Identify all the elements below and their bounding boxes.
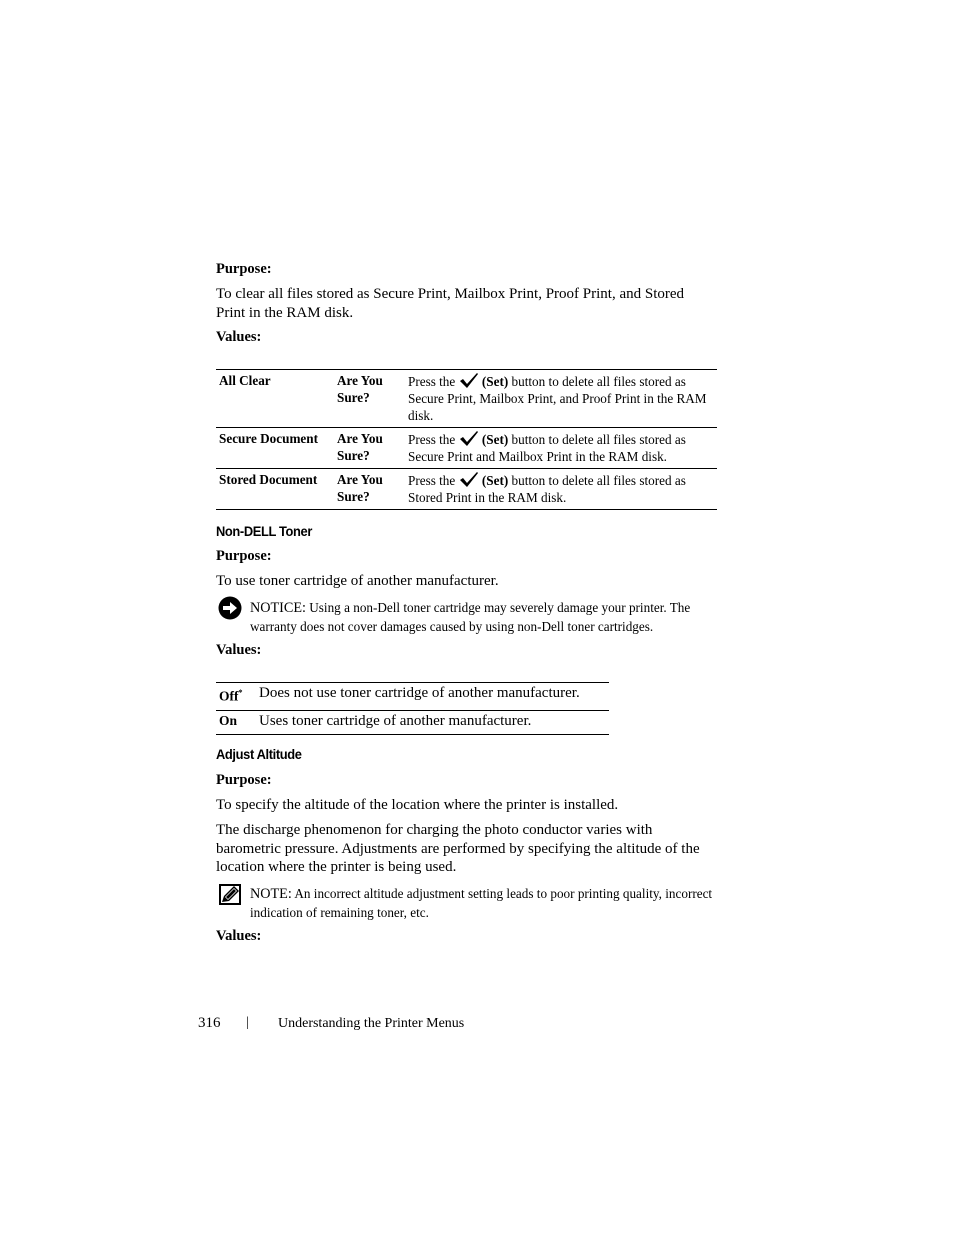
values-label: Values: xyxy=(216,329,262,345)
values-table xyxy=(216,369,717,510)
desc-post: button to delete all files stored as Secure Print and Mailbox Print in the RAM disk. xyxy=(408,432,686,464)
table-row xyxy=(216,469,717,510)
desc-post: button to delete all files stored as Secure Print, Mailbox Print, and Proof Print in the RAM disk. xyxy=(408,374,707,423)
description-cell xyxy=(405,428,717,469)
chapter-title: Understanding the Printer Menus xyxy=(278,1016,465,1031)
desc-post: button to delete all files stored as Stored Print in the RAM disk. xyxy=(408,473,686,505)
values-label: Values: xyxy=(216,928,262,944)
note-text: An incorrect altitude adjustment setting leads to poor printing quality, incorrect indication of remaining toner, etc. xyxy=(250,886,713,920)
table-row xyxy=(216,710,609,734)
set-label: (Set) xyxy=(481,432,509,447)
value-key-off xyxy=(216,683,256,711)
purpose-text: To specify the altitude of the location where the printer is installed. xyxy=(216,797,619,813)
default-mark: * xyxy=(238,688,243,697)
set-label: (Set) xyxy=(481,473,509,488)
note-pencil-icon xyxy=(219,884,241,905)
purpose-text: To clear all files stored as Secure Print, Mailbox Print, Proof Print, and Stored Print in the RAM disk. xyxy=(216,286,685,321)
prompt-cell: Are You Sure? xyxy=(337,431,383,463)
value-description: Uses toner cartridge of another manufacturer. xyxy=(259,712,532,729)
notice-text: Using a non-Dell toner cartridge may severely damage your printer. The warranty does not cover damages caused by using non-Dell toner cartridges. xyxy=(250,600,691,634)
item-cell: Stored Document xyxy=(219,472,318,487)
notice-lead: NOTICE: xyxy=(250,600,306,616)
checkmark-icon xyxy=(459,372,479,389)
values-label: Values: xyxy=(216,642,262,658)
set-label: (Set) xyxy=(481,374,509,389)
paragraph: The discharge phenomenon for charging the photo conductor varies with barometric pressure. Adjustments are performed by specifying the altitude of the location where the printer is being used. xyxy=(216,822,700,875)
footer-separator: | xyxy=(246,1015,249,1030)
toner-values-table xyxy=(216,682,609,735)
description-cell xyxy=(405,370,717,428)
section-heading-adjust-altitude: Adjust Altitude xyxy=(216,746,302,762)
notice-icon xyxy=(218,596,242,620)
value-description: Does not use toner cartridge of another manufacturer. xyxy=(259,685,580,701)
checkmark-icon xyxy=(459,430,479,447)
value-key-label: Off xyxy=(219,688,239,704)
value-key-on: On xyxy=(219,712,238,728)
purpose-label: Purpose: xyxy=(216,548,272,564)
desc-pre: Press the xyxy=(408,432,456,447)
description-cell xyxy=(405,469,717,510)
table-row xyxy=(216,370,717,428)
note xyxy=(250,885,716,921)
checkmark-icon xyxy=(459,471,479,488)
desc-pre: Press the xyxy=(408,473,456,488)
item-cell: Secure Document xyxy=(219,431,319,446)
item-cell: All Clear xyxy=(219,373,271,388)
page-number: 316 xyxy=(198,1015,221,1031)
purpose-label: Purpose: xyxy=(216,772,272,788)
table-row xyxy=(216,683,609,711)
purpose-label: Purpose: xyxy=(216,261,272,277)
section-heading-non-dell-toner: Non-DELL Toner xyxy=(216,523,312,539)
prompt-cell: Are You Sure? xyxy=(337,373,383,405)
table-row xyxy=(216,428,717,469)
prompt-cell: Are You Sure? xyxy=(337,472,383,504)
desc-pre: Press the xyxy=(408,374,456,389)
purpose-text: To use toner cartridge of another manufacturer. xyxy=(216,573,499,589)
notice xyxy=(250,599,716,635)
note-lead: NOTE: xyxy=(250,886,292,902)
